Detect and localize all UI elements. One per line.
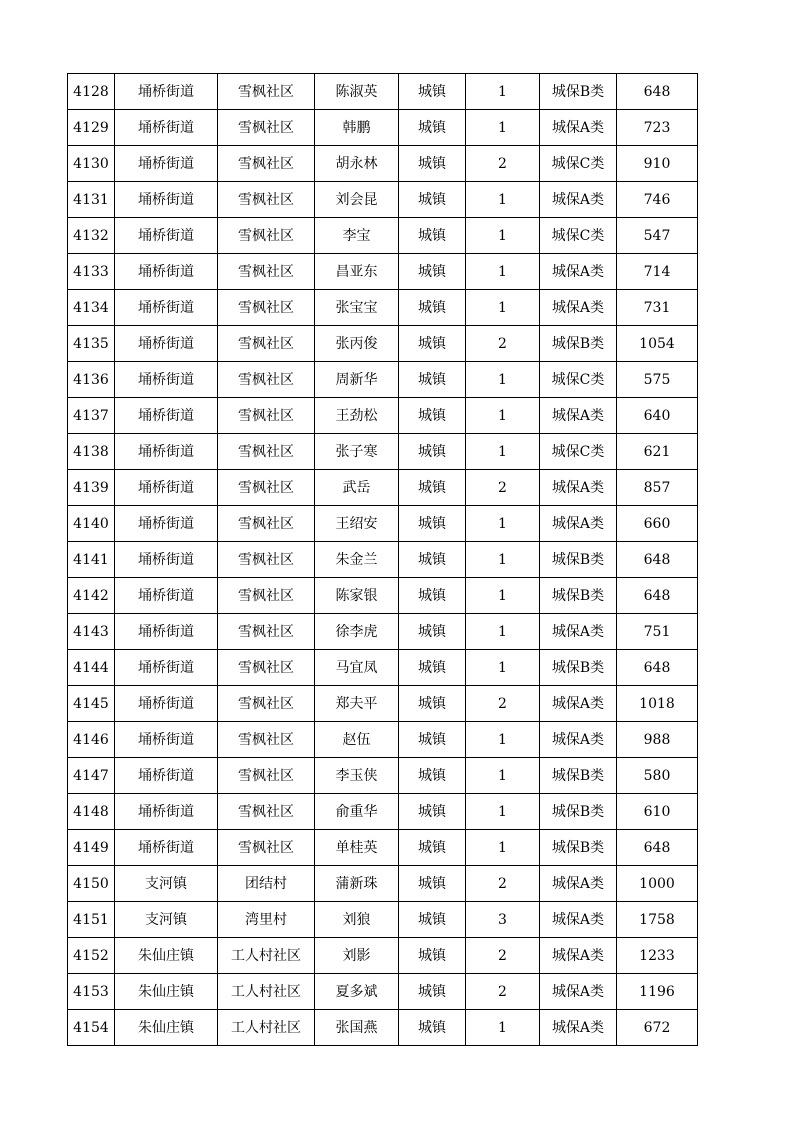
community-cell: 雪枫社区 <box>218 758 315 794</box>
subdistrict-cell: 埇桥街道 <box>115 362 218 398</box>
table-row <box>68 506 698 542</box>
subdistrict-cell: 埇桥街道 <box>115 758 218 794</box>
community-cell: 雪枫社区 <box>218 578 315 614</box>
member-count-cell: 1 <box>466 74 540 110</box>
member-count-cell: 2 <box>466 146 540 182</box>
table-row <box>68 686 698 722</box>
community-cell: 湾里村 <box>218 902 315 938</box>
record-number-cell: 4153 <box>68 974 115 1010</box>
community-cell: 雪枫社区 <box>218 326 315 362</box>
name-cell: 陈家银 <box>315 578 399 614</box>
table-row <box>68 146 698 182</box>
subdistrict-cell: 埇桥街道 <box>115 722 218 758</box>
household-type-cell: 城镇 <box>399 470 466 506</box>
subdistrict-cell: 埇桥街道 <box>115 794 218 830</box>
community-cell: 雪枫社区 <box>218 722 315 758</box>
amount-cell: 660 <box>617 506 698 542</box>
amount-cell: 580 <box>617 758 698 794</box>
name-cell: 周新华 <box>315 362 399 398</box>
table-row <box>68 794 698 830</box>
amount-cell: 610 <box>617 794 698 830</box>
record-number-cell: 4137 <box>68 398 115 434</box>
amount-cell: 648 <box>617 542 698 578</box>
subdistrict-cell: 埇桥街道 <box>115 614 218 650</box>
insurance-category-cell: 城保A类 <box>540 614 617 650</box>
table-row <box>68 758 698 794</box>
insurance-category-cell: 城保B类 <box>540 74 617 110</box>
community-cell: 雪枫社区 <box>218 686 315 722</box>
subdistrict-cell: 埇桥街道 <box>115 470 218 506</box>
table-row <box>68 362 698 398</box>
record-number-cell: 4151 <box>68 902 115 938</box>
member-count-cell: 1 <box>466 830 540 866</box>
table-row <box>68 614 698 650</box>
table-row <box>68 470 698 506</box>
record-number-cell: 4139 <box>68 470 115 506</box>
household-type-cell: 城镇 <box>399 542 466 578</box>
record-number-cell: 4133 <box>68 254 115 290</box>
record-number-cell: 4148 <box>68 794 115 830</box>
household-type-cell: 城镇 <box>399 686 466 722</box>
name-cell: 张丙俊 <box>315 326 399 362</box>
household-type-cell: 城镇 <box>399 650 466 686</box>
member-count-cell: 2 <box>466 866 540 902</box>
name-cell: 夏多斌 <box>315 974 399 1010</box>
insurance-category-cell: 城保A类 <box>540 398 617 434</box>
record-number-cell: 4145 <box>68 686 115 722</box>
member-count-cell: 1 <box>466 614 540 650</box>
household-type-cell: 城镇 <box>399 506 466 542</box>
amount-cell: 1233 <box>617 938 698 974</box>
amount-cell: 648 <box>617 578 698 614</box>
community-cell: 团结村 <box>218 866 315 902</box>
amount-cell: 640 <box>617 398 698 434</box>
community-cell: 雪枫社区 <box>218 398 315 434</box>
record-number-cell: 4131 <box>68 182 115 218</box>
community-cell: 雪枫社区 <box>218 794 315 830</box>
subdistrict-cell: 埇桥街道 <box>115 326 218 362</box>
record-number-cell: 4132 <box>68 218 115 254</box>
subdistrict-cell: 朱仙庄镇 <box>115 974 218 1010</box>
subdistrict-cell: 埇桥街道 <box>115 182 218 218</box>
community-cell: 雪枫社区 <box>218 74 315 110</box>
name-cell: 王绍安 <box>315 506 399 542</box>
record-number-cell: 4150 <box>68 866 115 902</box>
name-cell: 朱金兰 <box>315 542 399 578</box>
household-type-cell: 城镇 <box>399 110 466 146</box>
name-cell: 李玉侠 <box>315 758 399 794</box>
member-count-cell: 1 <box>466 1010 540 1046</box>
amount-cell: 648 <box>617 650 698 686</box>
household-type-cell: 城镇 <box>399 290 466 326</box>
member-count-cell: 1 <box>466 110 540 146</box>
insurance-category-cell: 城保A类 <box>540 470 617 506</box>
record-number-cell: 4142 <box>68 578 115 614</box>
community-cell: 雪枫社区 <box>218 254 315 290</box>
insurance-category-cell: 城保C类 <box>540 218 617 254</box>
insurance-category-cell: 城保A类 <box>540 182 617 218</box>
member-count-cell: 1 <box>466 578 540 614</box>
insurance-category-cell: 城保B类 <box>540 794 617 830</box>
insurance-category-cell: 城保A类 <box>540 938 617 974</box>
amount-cell: 547 <box>617 218 698 254</box>
insurance-category-cell: 城保A类 <box>540 290 617 326</box>
amount-cell: 723 <box>617 110 698 146</box>
table-row <box>68 254 698 290</box>
household-type-cell: 城镇 <box>399 74 466 110</box>
household-type-cell: 城镇 <box>399 866 466 902</box>
community-cell: 雪枫社区 <box>218 434 315 470</box>
name-cell: 蒲新珠 <box>315 866 399 902</box>
insurance-category-cell: 城保A类 <box>540 110 617 146</box>
amount-cell: 751 <box>617 614 698 650</box>
table-row <box>68 182 698 218</box>
amount-cell: 621 <box>617 434 698 470</box>
member-count-cell: 1 <box>466 758 540 794</box>
subdistrict-cell: 埇桥街道 <box>115 542 218 578</box>
household-type-cell: 城镇 <box>399 794 466 830</box>
member-count-cell: 1 <box>466 650 540 686</box>
record-number-cell: 4154 <box>68 1010 115 1046</box>
amount-cell: 857 <box>617 470 698 506</box>
amount-cell: 1196 <box>617 974 698 1010</box>
household-type-cell: 城镇 <box>399 218 466 254</box>
record-number-cell: 4128 <box>68 74 115 110</box>
subdistrict-cell: 埇桥街道 <box>115 146 218 182</box>
household-type-cell: 城镇 <box>399 362 466 398</box>
member-count-cell: 1 <box>466 722 540 758</box>
subdistrict-cell: 埇桥街道 <box>115 650 218 686</box>
amount-cell: 672 <box>617 1010 698 1046</box>
name-cell: 胡永林 <box>315 146 399 182</box>
record-number-cell: 4146 <box>68 722 115 758</box>
household-type-cell: 城镇 <box>399 758 466 794</box>
record-number-cell: 4129 <box>68 110 115 146</box>
name-cell: 王劲松 <box>315 398 399 434</box>
name-cell: 陈淑英 <box>315 74 399 110</box>
table-row <box>68 866 698 902</box>
community-cell: 雪枫社区 <box>218 110 315 146</box>
record-number-cell: 4135 <box>68 326 115 362</box>
table-row <box>68 398 698 434</box>
member-count-cell: 1 <box>466 218 540 254</box>
table-row <box>68 974 698 1010</box>
community-cell: 雪枫社区 <box>218 614 315 650</box>
member-count-cell: 1 <box>466 434 540 470</box>
record-number-cell: 4130 <box>68 146 115 182</box>
amount-cell: 1000 <box>617 866 698 902</box>
table-row <box>68 902 698 938</box>
table-row <box>68 578 698 614</box>
table-row <box>68 326 698 362</box>
subdistrict-cell: 朱仙庄镇 <box>115 938 218 974</box>
insurance-category-cell: 城保C类 <box>540 362 617 398</box>
name-cell: 韩鹏 <box>315 110 399 146</box>
member-count-cell: 1 <box>466 542 540 578</box>
table-row <box>68 650 698 686</box>
amount-cell: 910 <box>617 146 698 182</box>
record-number-cell: 4144 <box>68 650 115 686</box>
name-cell: 刘会昆 <box>315 182 399 218</box>
subdistrict-cell: 支河镇 <box>115 902 218 938</box>
insurance-category-cell: 城保A类 <box>540 974 617 1010</box>
insurance-category-cell: 城保A类 <box>540 254 617 290</box>
household-type-cell: 城镇 <box>399 182 466 218</box>
insurance-category-cell: 城保A类 <box>540 1010 617 1046</box>
subdistrict-cell: 朱仙庄镇 <box>115 1010 218 1046</box>
household-type-cell: 城镇 <box>399 614 466 650</box>
community-cell: 雪枫社区 <box>218 218 315 254</box>
insurance-category-cell: 城保B类 <box>540 650 617 686</box>
insurance-category-cell: 城保A类 <box>540 506 617 542</box>
household-type-cell: 城镇 <box>399 722 466 758</box>
insurance-category-cell: 城保B类 <box>540 542 617 578</box>
member-count-cell: 1 <box>466 182 540 218</box>
insurance-category-cell: 城保C类 <box>540 146 617 182</box>
member-count-cell: 2 <box>466 470 540 506</box>
record-number-cell: 4134 <box>68 290 115 326</box>
name-cell: 李宝 <box>315 218 399 254</box>
table-row <box>68 1010 698 1046</box>
name-cell: 刘影 <box>315 938 399 974</box>
member-count-cell: 3 <box>466 902 540 938</box>
amount-cell: 1054 <box>617 326 698 362</box>
subdistrict-cell: 埇桥街道 <box>115 74 218 110</box>
insurance-category-cell: 城保A类 <box>540 866 617 902</box>
subdistrict-cell: 埇桥街道 <box>115 254 218 290</box>
record-number-cell: 4140 <box>68 506 115 542</box>
name-cell: 马宜凤 <box>315 650 399 686</box>
table-row <box>68 110 698 146</box>
table-body <box>68 74 698 1046</box>
amount-cell: 575 <box>617 362 698 398</box>
record-number-cell: 4138 <box>68 434 115 470</box>
household-type-cell: 城镇 <box>399 1010 466 1046</box>
name-cell: 刘狼 <box>315 902 399 938</box>
table-row <box>68 434 698 470</box>
amount-cell: 731 <box>617 290 698 326</box>
name-cell: 赵伍 <box>315 722 399 758</box>
household-type-cell: 城镇 <box>399 938 466 974</box>
member-count-cell: 1 <box>466 290 540 326</box>
amount-cell: 648 <box>617 830 698 866</box>
community-cell: 雪枫社区 <box>218 362 315 398</box>
amount-cell: 746 <box>617 182 698 218</box>
amount-cell: 988 <box>617 722 698 758</box>
table-row <box>68 938 698 974</box>
community-cell: 雪枫社区 <box>218 470 315 506</box>
table-row <box>68 542 698 578</box>
amount-cell: 714 <box>617 254 698 290</box>
table-row <box>68 290 698 326</box>
community-cell: 工人村社区 <box>218 974 315 1010</box>
member-count-cell: 2 <box>466 326 540 362</box>
subdistrict-cell: 埇桥街道 <box>115 578 218 614</box>
household-type-cell: 城镇 <box>399 398 466 434</box>
household-type-cell: 城镇 <box>399 578 466 614</box>
name-cell: 徐李虎 <box>315 614 399 650</box>
community-cell: 雪枫社区 <box>218 290 315 326</box>
amount-cell: 1758 <box>617 902 698 938</box>
subdistrict-cell: 埇桥街道 <box>115 290 218 326</box>
household-type-cell: 城镇 <box>399 902 466 938</box>
amount-cell: 1018 <box>617 686 698 722</box>
community-cell: 雪枫社区 <box>218 506 315 542</box>
name-cell: 单桂英 <box>315 830 399 866</box>
subdistrict-cell: 埇桥街道 <box>115 506 218 542</box>
subdistrict-cell: 埇桥街道 <box>115 218 218 254</box>
table-row <box>68 830 698 866</box>
insurance-category-cell: 城保B类 <box>540 326 617 362</box>
subdistrict-cell: 支河镇 <box>115 866 218 902</box>
record-number-cell: 4149 <box>68 830 115 866</box>
insurance-category-cell: 城保A类 <box>540 902 617 938</box>
record-number-cell: 4136 <box>68 362 115 398</box>
member-count-cell: 1 <box>466 506 540 542</box>
member-count-cell: 2 <box>466 938 540 974</box>
name-cell: 张子寒 <box>315 434 399 470</box>
insurance-category-cell: 城保B类 <box>540 758 617 794</box>
table-row <box>68 74 698 110</box>
community-cell: 雪枫社区 <box>218 830 315 866</box>
name-cell: 昌亚东 <box>315 254 399 290</box>
insurance-category-cell: 城保A类 <box>540 686 617 722</box>
community-cell: 雪枫社区 <box>218 650 315 686</box>
name-cell: 俞重华 <box>315 794 399 830</box>
community-cell: 雪枫社区 <box>218 182 315 218</box>
subdistrict-cell: 埇桥街道 <box>115 686 218 722</box>
insurance-category-cell: 城保B类 <box>540 578 617 614</box>
household-type-cell: 城镇 <box>399 434 466 470</box>
name-cell: 武岳 <box>315 470 399 506</box>
household-type-cell: 城镇 <box>399 254 466 290</box>
insurance-category-cell: 城保A类 <box>540 722 617 758</box>
member-count-cell: 1 <box>466 254 540 290</box>
amount-cell: 648 <box>617 74 698 110</box>
household-type-cell: 城镇 <box>399 830 466 866</box>
table-row <box>68 218 698 254</box>
insurance-category-cell: 城保C类 <box>540 434 617 470</box>
member-count-cell: 1 <box>466 794 540 830</box>
community-cell: 雪枫社区 <box>218 542 315 578</box>
community-cell: 工人村社区 <box>218 938 315 974</box>
household-type-cell: 城镇 <box>399 146 466 182</box>
name-cell: 郑夫平 <box>315 686 399 722</box>
name-cell: 张国燕 <box>315 1010 399 1046</box>
member-count-cell: 1 <box>466 398 540 434</box>
member-count-cell: 2 <box>466 686 540 722</box>
subdistrict-cell: 埇桥街道 <box>115 398 218 434</box>
community-cell: 工人村社区 <box>218 1010 315 1046</box>
table-row <box>68 722 698 758</box>
subdistrict-cell: 埇桥街道 <box>115 434 218 470</box>
subdistrict-cell: 埇桥街道 <box>115 110 218 146</box>
subdistrict-cell: 埇桥街道 <box>115 830 218 866</box>
household-type-cell: 城镇 <box>399 326 466 362</box>
record-number-cell: 4147 <box>68 758 115 794</box>
community-cell: 雪枫社区 <box>218 146 315 182</box>
household-type-cell: 城镇 <box>399 974 466 1010</box>
data-table <box>67 73 698 1046</box>
record-number-cell: 4143 <box>68 614 115 650</box>
name-cell: 张宝宝 <box>315 290 399 326</box>
record-number-cell: 4141 <box>68 542 115 578</box>
insurance-category-cell: 城保B类 <box>540 830 617 866</box>
member-count-cell: 2 <box>466 974 540 1010</box>
record-number-cell: 4152 <box>68 938 115 974</box>
member-count-cell: 1 <box>466 362 540 398</box>
